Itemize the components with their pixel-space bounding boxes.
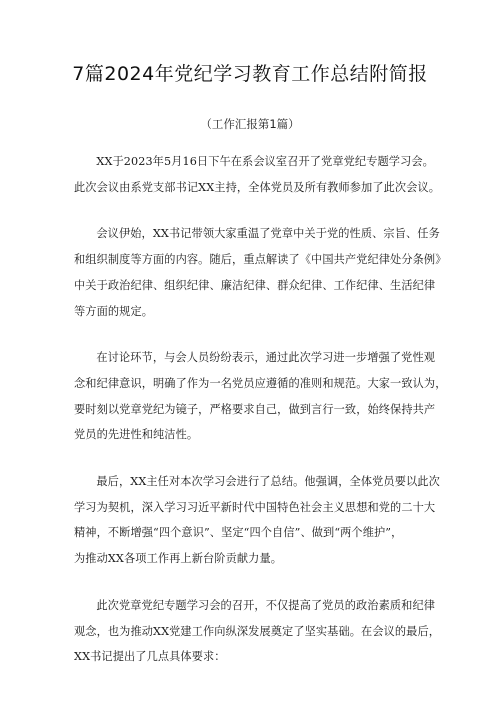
- paragraph-line: 中关于政治纪律、组织纪律、廉洁纪律、群众纪律、工作纪律、生活纪律: [74, 278, 436, 292]
- paragraph-line: XX书记提出了几点具体要求：: [74, 650, 226, 664]
- paragraph-2: [74, 221, 447, 324]
- document-body: [74, 149, 447, 691]
- paragraph-line: 此次党章党纪专题学习会的召开，不仅提高了党员的政治素质和纪律: [96, 598, 436, 612]
- paragraph-line: 会议伊始，XX书记带领大家重温了党章中关于党的性质、宗旨、任务: [96, 227, 440, 241]
- paragraph-line: 党员的先进性和纯洁性。: [74, 428, 199, 442]
- paragraph-line: 此次会议由系党支部书记XX主持，全体党员及所有教师参加了此次会议。: [74, 180, 441, 194]
- paragraph-4: [74, 469, 440, 572]
- paragraph-line: 学习为契机，深入学习习近平新时代中国特色社会主义思想和党的二十大: [74, 500, 436, 514]
- paragraph-3: [74, 345, 447, 448]
- paragraph-line: 精神，不断增强“四个意识”、坚定“四个自信”、做到“两个维护”，: [74, 526, 403, 540]
- paragraph-1: [74, 149, 441, 200]
- paragraph-line: 等方面的规定。: [74, 304, 154, 318]
- document-subtitle: （工作汇报第1篇）: [200, 117, 300, 131]
- paragraph-line: 要时刻以党章党纪为镜子，严格要求自己，做到言行一致，始终保持共产: [74, 402, 436, 416]
- paragraph-line: 观念，也为推动XX党建工作向纵深发展奠定了坚实基础。在会议的最后，: [74, 624, 441, 638]
- paragraph-line: 在讨论环节，与会人员纷纷表示，通过此次学习进一步增强了党性观: [96, 351, 436, 365]
- paragraph-5: [74, 593, 441, 670]
- paragraph-line: 为推动XX各项工作再上新台阶贡献力量。: [74, 552, 283, 566]
- paragraph-line: 最后，XX主任对本次学习会进行了总结。他强调，全体党员要以此次: [96, 475, 440, 489]
- paragraph-line: 和组织制度等方面的内容。随后，重点解读了《中国共产党纪律处分条例》: [74, 253, 447, 267]
- paragraph-line: 念和纪律意识，明确了作为一名党员应遵循的准则和规范。大家一致认为，: [74, 376, 447, 390]
- document-title: 7篇2024年党纪学习教育工作总结附简报: [72, 63, 428, 85]
- paragraph-line: XX于2023年5月16日下午在系会议室召开了党章党纪专题学习会。: [96, 155, 434, 168]
